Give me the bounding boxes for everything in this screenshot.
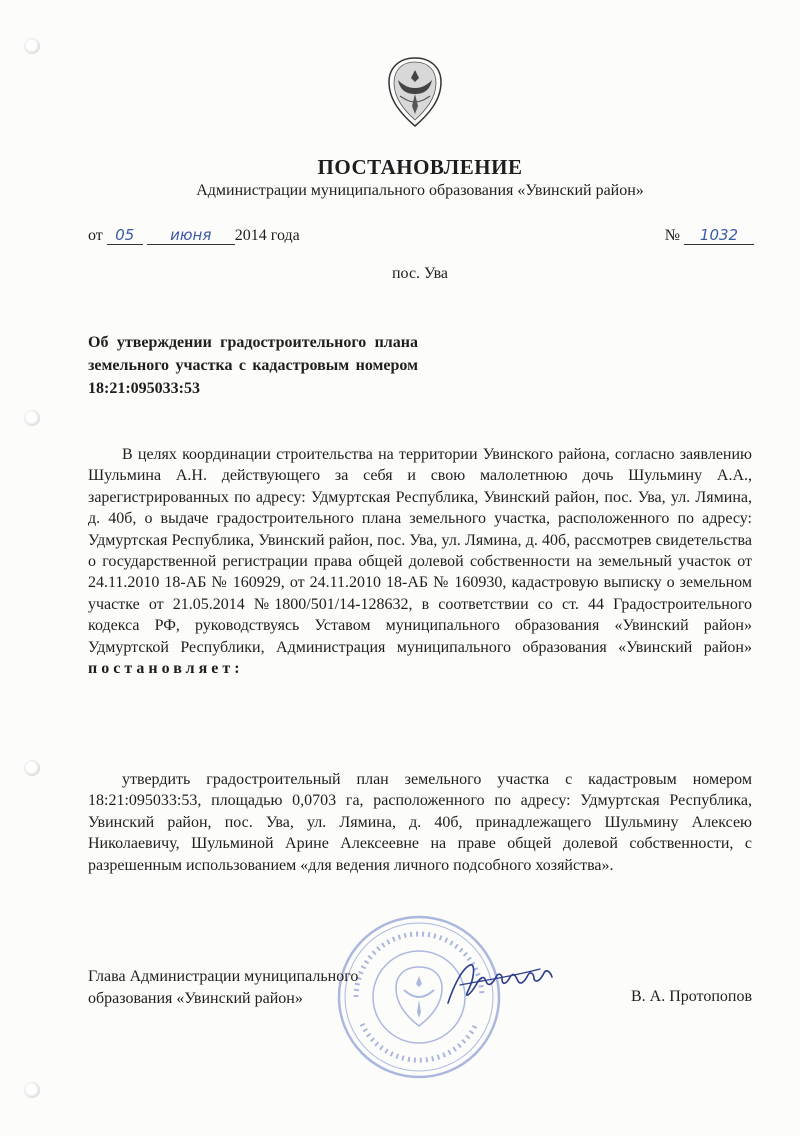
- punch-hole: [24, 38, 40, 54]
- punch-hole: [24, 410, 40, 426]
- date-year: 2014 года: [234, 227, 300, 244]
- date-month-field: [147, 227, 235, 245]
- date-day-field: [107, 227, 143, 245]
- signer-title-line-2: образования «Увинский район»: [88, 990, 303, 1007]
- date-prefix: от: [88, 227, 103, 244]
- subject-heading: Об утверждении градостроительного плана земельного участка с кадастровым номером 18:21:095033:53: [88, 334, 418, 397]
- document-type-heading: ПОСТАНОВЛЕНИЕ: [317, 155, 523, 179]
- punch-hole: [24, 1082, 40, 1098]
- preamble-text: В целях координации строительства на территории Увинского района, согласно заявлению Шульмина А.Н. действующего за себя и свою малолетнюю дочь Шульмину А.А., зарегистрированных по адресу: Удмуртская Республика, Увинский район, пос. Ува, ул. Лямина, д. 40б, о выдаче градостроительного плана земельного участка, расположенного по адресу: Удмуртская Республика, Увинский район, пос. Ува, ул. Лямина, д. 40б, рассмотрев свидетельства о государственной регистрации права общей долевой собственности на земельный участок от 24.11.2010 18-АБ № 160929, от 24.11.2010 18-АБ № 160930, кадастровую выписку о земельном участке от 21.05.2014 №1800/501/14-128632, в соответствии со ст. 44 Градостроительного кодекса РФ, руководствуясь Уставом муниципального образования «Увинский район» Удмуртской Республики, Администрация муниципального образования «Увинский район»: [88, 446, 752, 656]
- document-number: 1032: [699, 226, 739, 244]
- emblem-icon: [386, 56, 444, 128]
- punch-hole: [24, 760, 40, 776]
- date-day: 05: [115, 226, 135, 244]
- number-prefix: №: [664, 227, 680, 244]
- number-field: [684, 227, 754, 245]
- preamble-paragraph: [88, 444, 752, 679]
- signer-name: В. А. Протопопов: [630, 988, 752, 1005]
- number-line: [665, 227, 754, 245]
- date-line: [88, 227, 300, 245]
- decree-word: постановляет:: [88, 660, 244, 678]
- signer-title-line-1: Глава Администрации муниципального: [88, 968, 359, 985]
- signature-icon: [440, 955, 580, 1010]
- resolution-paragraph: утвердить градостроительный план земельного участка с кадастровым номером 18:21:095033:53, площадью 0,0703 га, расположенного по адресу: Удмуртская Республика, Увинский район, пос. Ува, ул. Лямина, д. 40б, принадлежащего Шульмину Алексею Николаевичу, Шульминой Арине Алексеевне на праве общей долевой собственности, с разрешенным использованием «для ведения личного подсобного хозяйства».: [88, 771, 752, 874]
- date-month: июня: [170, 226, 212, 244]
- signer-title: [88, 966, 358, 1010]
- issuer-line: Администрации муниципального образования «Увинский район»: [196, 182, 644, 199]
- place-line: пос. Ува: [391, 265, 449, 282]
